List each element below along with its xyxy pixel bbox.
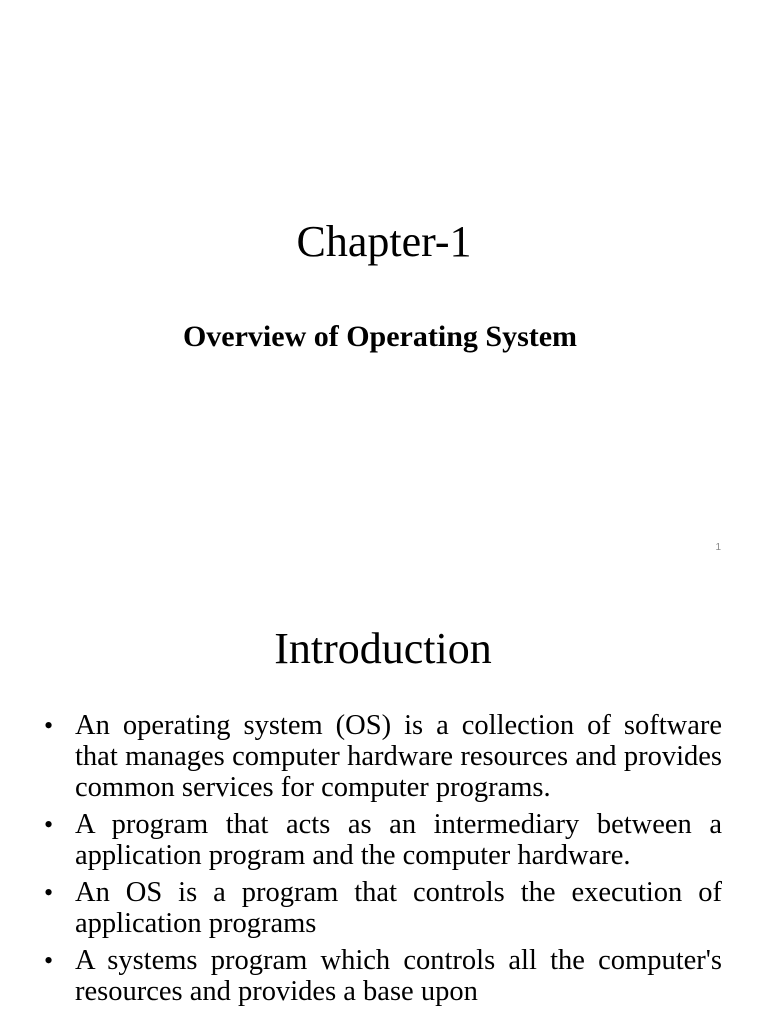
bullet-dot-icon: •	[44, 711, 54, 740]
bullet-text: A program that acts as an intermediary between a application program and the computer hardware.	[75, 809, 722, 871]
slide-title: Introduction	[274, 624, 492, 673]
bullet-dot-icon: •	[44, 810, 54, 839]
bullet-item	[44, 710, 722, 803]
bullet-dot-icon: •	[44, 878, 54, 907]
bullet-item	[44, 945, 722, 1007]
bullet-list	[44, 710, 722, 1013]
slide-page-number: 1	[715, 542, 721, 553]
slide-introduction	[0, 576, 768, 1024]
bullet-dot-icon: •	[44, 946, 54, 975]
bullet-text: An operating system (OS) is a collection of software that manages computer hardware resources and provides common services for computer programs.	[75, 710, 722, 803]
bullet-item	[44, 809, 722, 871]
chapter-subtitle: Overview of Operating System	[182, 320, 578, 353]
bullet-item	[44, 877, 722, 939]
chapter-title: Chapter-1	[296, 217, 472, 266]
bullet-text: An OS is a program that controls the execution of application programs	[75, 877, 722, 939]
bullet-text: A systems program which controls all the computer's resources and provides a base upon	[75, 945, 722, 1007]
